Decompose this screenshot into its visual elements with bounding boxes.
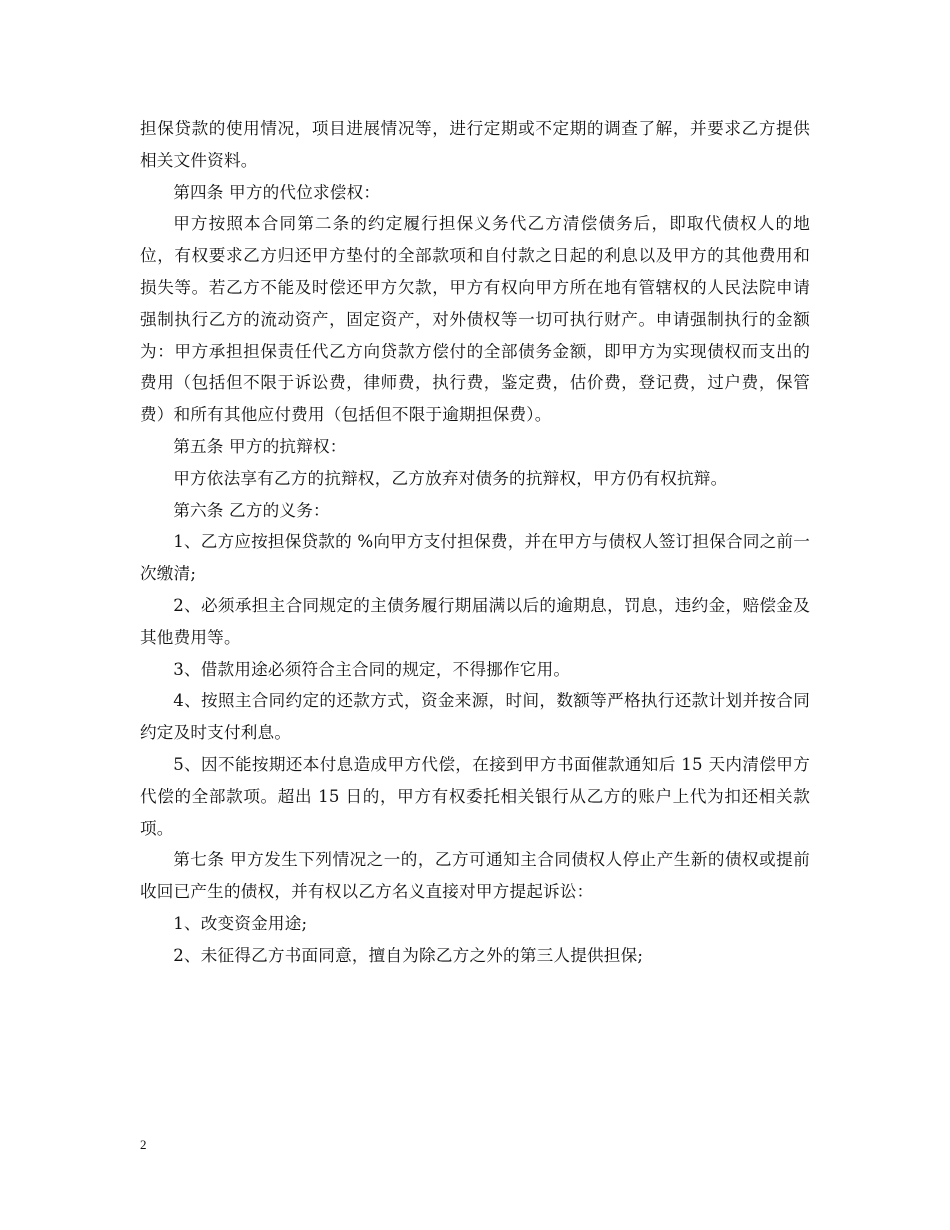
article-heading: 第六条 乙方的义务： <box>173 500 330 520</box>
paragraph: 担保贷款的使用情况，项目进展情况等，进行定期或不定期的调查了解，并要求乙方提供相关文件资料。 <box>140 119 810 170</box>
list-item: 4、按照主合同约定的还款方式，资金来源，时间，数额等严格执行还款计划并按合同约定及时支付利息。 <box>140 691 810 743</box>
article-heading: 第七条 甲方发生下列情况之一的，乙方可通知主合同债权人停止产生新的债权或提前收回已产生的债权，并有权以乙方名义直接对甲方提起诉讼： <box>140 850 810 902</box>
list-item: 2、未征得乙方书面同意，擅自为除乙方之外的第三人提供担保; <box>173 945 644 965</box>
list-item: 5、因不能按期还本付息造成甲方代偿，在接到甲方书面催款通知后 15 天内清偿甲方代偿的全部款项。超出 15 日的，甲方有权委托相关银行从乙方的账户上代为扣还相关款项。 <box>140 754 810 838</box>
list-item: 1、乙方应按担保贷款的 %向甲方支付担保费，并在甲方与债权人签订担保合同之前一次缴清; <box>140 532 810 584</box>
page-number: 2 <box>140 1137 147 1152</box>
article-heading: 第五条 甲方的抗辩权： <box>173 436 347 456</box>
document-body <box>140 113 810 972</box>
list-item: 1、改变资金用途; <box>173 913 308 933</box>
paragraph: 甲方依法享有乙方的抗辩权，乙方放弃对债务的抗辩权，甲方仍有权抗辩。 <box>173 468 728 488</box>
article-heading: 第四条 甲方的代位求偿权： <box>173 182 381 202</box>
list-item: 3、借款用途必须符合主合同的规定，不得挪作它用。 <box>173 659 571 679</box>
paragraph: 甲方按照本合同第二条的约定履行担保义务代乙方清偿债务后，即取代债权人的地位，有权要求乙方归还甲方垫付的全部款项和自付款之日起的利息以及甲方的其他费用和损失等。若乙方不能及时偿还甲方欠款，甲方有权向甲方所在地有管辖权的人民法院申请强制执行乙方的流动资产，固定资产，对外债权等一切可执行财产。申请强制执行的金额为：甲方承担担保责任代乙方向贷款方偿付的全部债务金额，即甲方为实现债权而支出的费用（包括但不限于诉讼费，律师费，执行费，鉴定费，估价费，登记费，过户费，保管费）和所有其他应付费用（包括但不限于逾期担保费）。 <box>140 214 810 425</box>
list-item: 2、必须承担主合同规定的主债务履行期届满以后的逾期息，罚息，违约金，赔偿金及其他费用等。 <box>140 595 810 647</box>
